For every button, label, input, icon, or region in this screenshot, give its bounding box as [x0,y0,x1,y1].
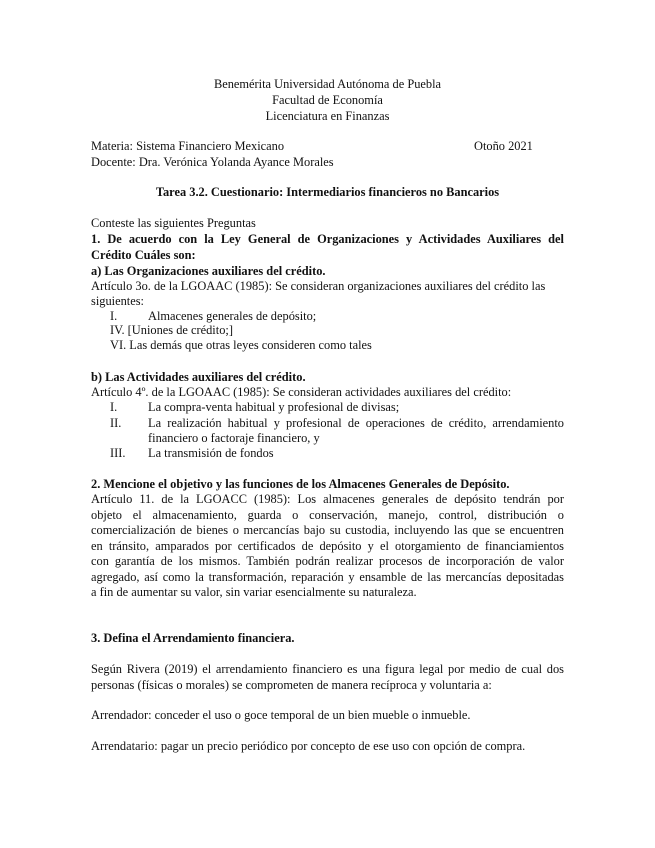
q1-a-item-num: VI. Las demás que otras leyes consideren como tales [110,338,372,352]
q1-b-heading: b) Las Actividades auxiliares del crédito. [91,370,306,384]
q1-a-text-line1: Artículo 3o. de la LGOAAC (1985): Se consideran organizaciones auxiliares del crédito las [91,279,546,293]
q2-answer-line: Artículo 11. de la LGOACC (1985): Los almacenes generales de depósito tendrán por [91,492,564,506]
q2-answer-line: objeto el almacenamiento, guarda o conservación, manejo, control, distribución o [91,508,564,522]
q1-b-item-text: financiero o factoraje financiero, y [148,431,320,445]
q2-answer-line: agregado, así como la transformación, reparación y ensamble de las mercancías depositadas [91,570,564,584]
subject-line: Materia: Sistema Financiero Mexicano [91,139,285,153]
q1-b-item-num: II. [110,416,122,430]
instructions: Conteste las siguientes Preguntas [91,216,256,230]
q1-a-heading: a) Las Organizaciones auxiliares del crédito. [91,264,326,278]
q1-a-item-num: I. [110,309,118,323]
teacher-line: Docente: Dra. Verónica Yolanda Ayance Morales [91,155,334,169]
q3-answer-line1: Según Rivera (2019) el arrendamiento financiero es una figura legal por medio de cual dos [91,662,564,676]
faculty-name: Facultad de Economía [272,93,383,107]
q2-question: 2. Mencione el objetivo y las funciones de los Almacenes Generales de Depósito. [91,477,510,491]
q2-answer-line: comercialización de bienes o mercancías bajo su custodia, incluyendo las que se encuentren [91,523,564,537]
university-name: Benemérita Universidad Autónoma de Puebla [213,77,442,91]
q1-b-item-text: La realización habitual y profesional de operaciones de crédito, arrendamiento [148,416,564,430]
assignment-title: Tarea 3.2. Cuestionario: Intermediarios financieros no Bancarios [155,185,500,199]
q3-answer-line2: personas (físicas o morales) se comprometen de manera recíproca y voluntaria a: [91,678,492,692]
q1-a-item-text: Almacenes generales de depósito; [148,309,317,323]
q3-arrendador: Arrendador: conceder el uso o goce temporal de un bien mueble o inmueble. [91,708,471,722]
q1-b-item-text: La compra-venta habitual y profesional de divisas; [148,400,400,414]
q1-question-line1: 1. De acuerdo con la Ley General de Organizaciones y Actividades Auxiliares del [91,232,564,246]
q2-answer-line: en tránsito, amparados por certificados de depósito y el otorgamiento de financiamientos [91,539,564,553]
q1-a-item-num: IV. [Uniones de crédito;] [110,323,233,337]
term-label: Otoño 2021 [474,139,533,153]
program-name: Licenciatura en Finanzas [265,109,390,123]
q1-question-line2: Crédito Cuáles son: [91,248,196,262]
q3-question: 3. Defina el Arrendamiento financiera. [91,631,295,645]
q2-answer-line: con garantía de los mismos. También podrán realizar procesos de incorporación de valor [91,554,564,568]
q1-b-item-num: I. [110,400,118,414]
q2-answer-line: a fin de aumentar su valor, sin variar esencialmente su naturaleza. [91,585,417,599]
q1-a-text-line2: siguientes: [91,294,144,308]
q1-b-text: Artículo 4º. de la LGOAAC (1985): Se consideran actividades auxiliares del crédito: [91,385,512,399]
q1-b-item-text: La transmisión de fondos [148,446,274,460]
q1-b-item-num: III. [110,446,126,460]
q3-arrendatario: Arrendatario: pagar un precio periódico por concepto de ese uso con opción de compra. [91,739,526,753]
